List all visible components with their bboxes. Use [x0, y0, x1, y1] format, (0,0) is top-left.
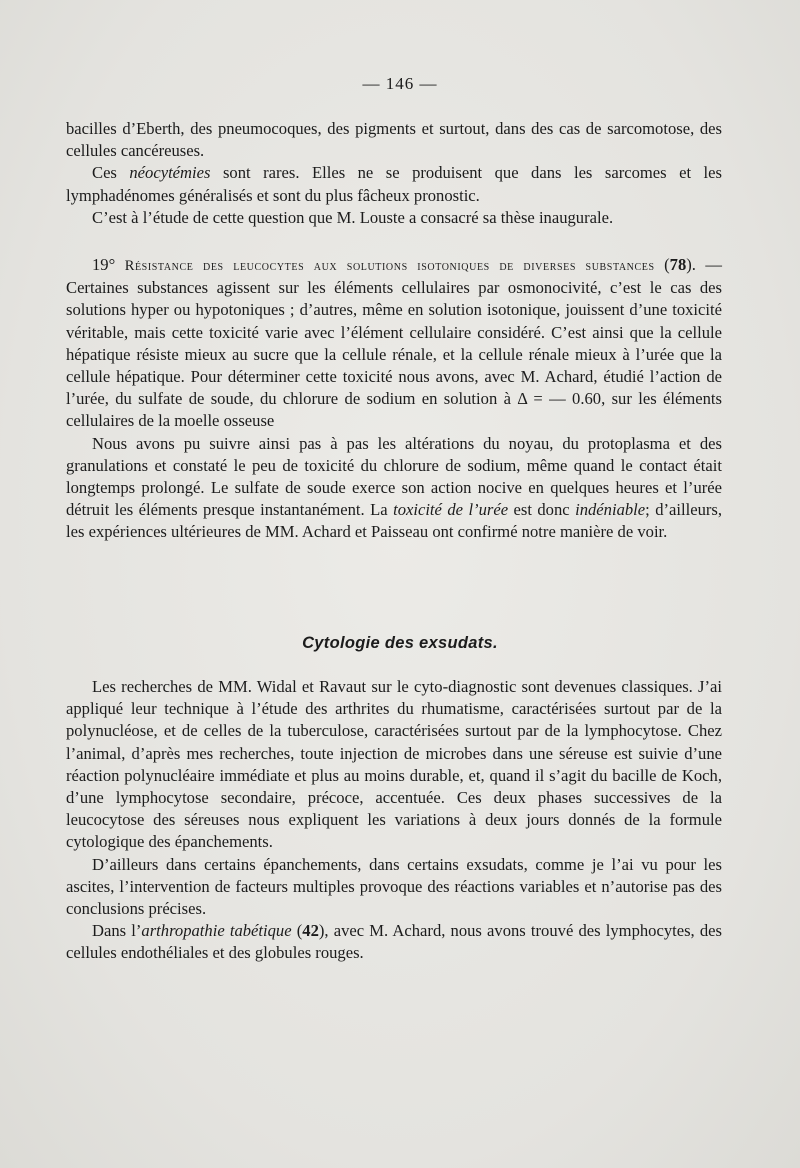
page-number: — 146 —: [362, 74, 438, 93]
paragraph-bacilles: bacilles d’Eberth, des pneumocoques, des pigments et surtout, dans des cas de sarcomotose, des cellules cancéreuses.: [66, 119, 722, 161]
paragraph-epanchements: D’ailleurs dans certains épanchements, dans certains exsudats, comme je l’ai vu pour les ascites, l’intervention de facteurs multiples provoque des réactions variables et n’autorise pas des conclusions précises.: [66, 854, 722, 919]
paragraph-resistance: 19° Résistance des leucocytes aux solutions isotoniques de diverses substances (78). — Certaines substances agissent sur les éléments cellulaires par osmonocivité, c’est le cas des solutions hyper ou hypotoniques ; d’autres, même en solution isotonique, jouissent d’une toxicité véritable, mais cette toxicité varie avec l’élément cellulaire considéré. C’est ainsi que la cellule hépatique résiste mieux au sucre que la cellule rénale, et la cellule rénale mieux à l’urée que la cellule hépatique. Pour déterminer cette toxicité nous avons, avec M. Achard, étudié l’action de l’urée, du sulfate de soude, du chlorure de sodium en solution à Δ = — 0.60, sur les éléments cellulaires de la moelle osseuse: [66, 255, 722, 431]
paragraph-neocytemies: Ces néocytémies sont rares. Elles ne se produisent que dans les sarcomes et les lymphadénomes généralisés et sont du plus fâcheux pronostic.: [66, 163, 722, 205]
paragraph-louste: C’est à l’étude de cette question que M. Louste a consacré sa thèse inaugurale.: [92, 207, 614, 227]
leucocyte-resistance-block: [66, 254, 722, 544]
intro-text-block: [66, 118, 722, 229]
paragraph-recherches: Les recherches de MM. Widal et Ravaut sur le cyto-diagnostic sont devenues classiques. J’ai appliqué leur technique à l’étude des arthrites du rhumatisme, caractérisées surtout par de la polynucléose, et de celles de la tuberculose, caractérisées surtout par de la lymphocytose. Chez l’animal, d’après mes recherches, toute injection de microbes dans une séreuse est suivie d’une réaction polynucléaire immédiate et plus au moins durable, et, quand il s’agit du bacille de Koch, d’une lymphocytose secondaire, précoce, accentuée. Ces deux phases successives de la leucocytose des séreuses nous expliquent les variations à deux jours donnés de la formule cytologique des épanchements.: [66, 677, 722, 852]
reference-number: 42: [302, 921, 319, 941]
item-heading: Résistance des leucocytes aux solutions isotoniques de diverses substances: [124, 258, 655, 274]
paragraph-arthropathie: Dans l’arthropathie tabétique (42), avec M. Achard, nous avons trouvé des lymphocytes, des cellules endothéliales et des globules rouges.: [66, 921, 722, 963]
paragraph-alterations: Nous avons pu suivre ainsi pas à pas les altérations du noyau, du protoplasma et des granulations et constaté le peu de toxicité du chlorure de sodium, même quand le contact était longtemps prolongé. Le sulfate de soude exerce son action nocive en quelques heures et l’urée détruit les éléments presque instantanément. La toxicité de l’urée est donc indéniable; d’ailleurs, les expériences ultérieures de MM. Achard et Paisseau ont confirmé notre manière de voir.: [66, 433, 723, 542]
exudates-text-block: [66, 676, 722, 965]
section-title: Cytologie des exsudats.: [302, 634, 498, 652]
reference-number: 78: [669, 255, 687, 274]
item-number: 19°: [92, 255, 116, 274]
